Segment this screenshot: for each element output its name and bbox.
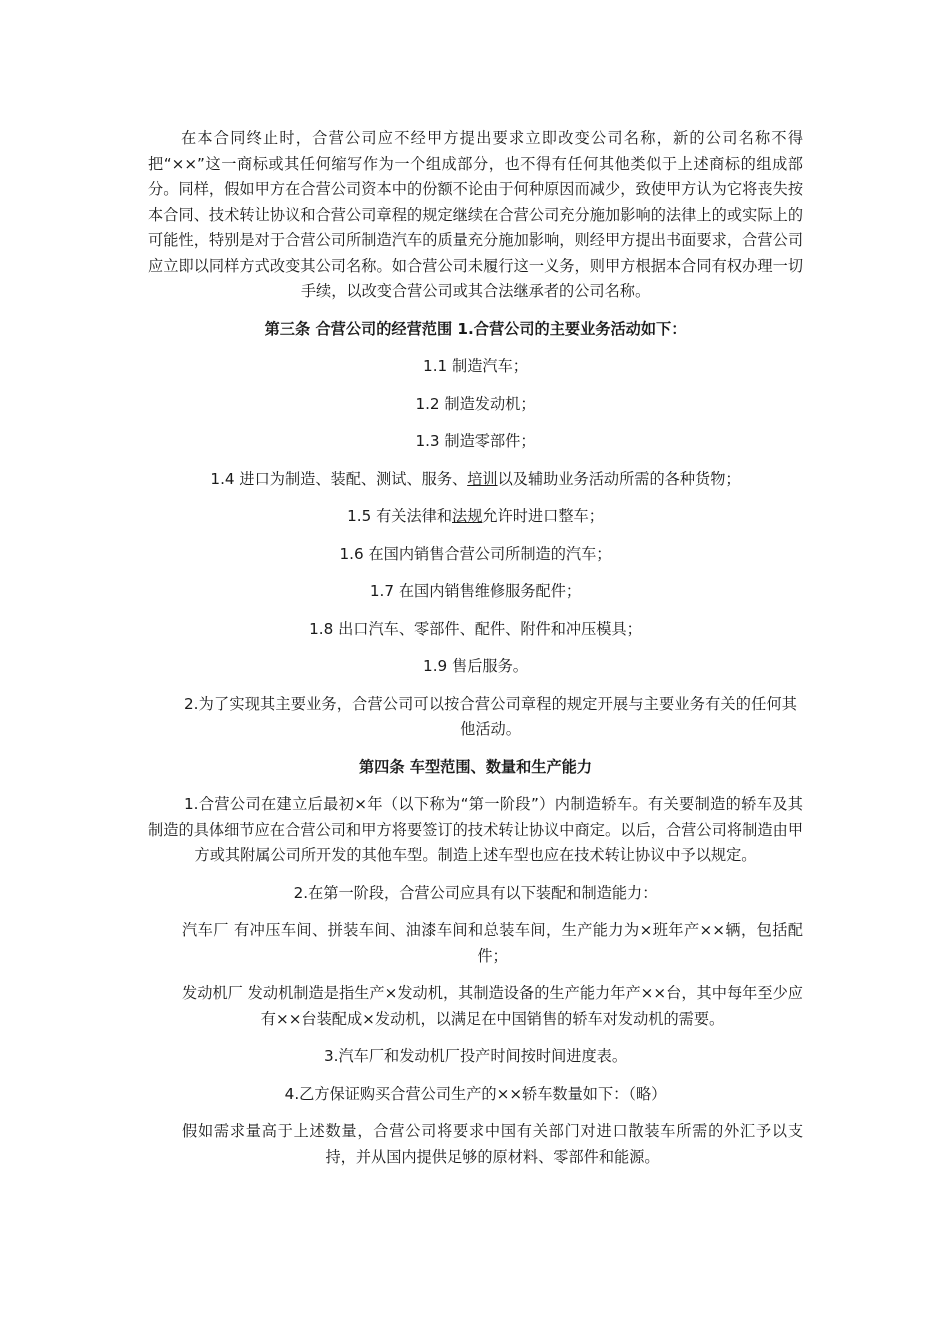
article-4-paragraph-2: 2.在第一阶段，合营公司应具有以下装配和制造能力： bbox=[293, 883, 658, 902]
item-1-4-text-a: 1.4 进口为制造、装配、测试、服务、 bbox=[210, 469, 468, 488]
item-1-7: 1.7 在国内销售维修服务配件； bbox=[369, 582, 582, 600]
article-3-paragraph-2: 2.为了实现其主要业务，合营公司可以按合营公司章程的规定开展与主要业务有关的任何其他活动。 bbox=[184, 694, 797, 738]
item-1-6: 1.6 在国内销售合营公司所制造的汽车； bbox=[339, 544, 612, 563]
training-link[interactable]: 培训 bbox=[467, 469, 498, 488]
engine-plant-paragraph: 发动机厂 发动机制造是指生产×发动机，其制造设备的生产能力年产××台，其中每年至少应有××台装配成×发动机，以满足在中国销售的轿车对发动机的需要。 bbox=[182, 984, 803, 1028]
item-1-3: 1.3 制造零部件； bbox=[415, 432, 536, 450]
article-4-paragraph-5: 假如需求量高于上述数量，合营公司将要求中国有关部门对进口散装车所需的外汇予以支持，并从国内提供足够的原材料、零部件和能源。 bbox=[182, 1122, 803, 1166]
article-4-heading: 第四条 车型范围、数量和生产能力 bbox=[358, 757, 593, 776]
item-1-4-text-b: 以及辅助业务活动所需的各种货物； bbox=[497, 469, 741, 488]
article-4-paragraph-3: 3.汽车厂和发动机厂投产时间按时间进度表。 bbox=[323, 1047, 628, 1065]
intro-paragraph: 在本合同终止时，合营公司应不经甲方提出要求立即改变公司名称，新的公司名称不得把“××”这一商标或其任何缩写作为一个组成部分，也不得有任何其他类似于上述商标的组成部分。同样，假如甲方在合营公司资本中的份额不论由于何种原因而减少，致使甲方认为它将丧失按本合同、技术转让协议和合营公司章程的规定继续在合营公司充分施加影响的法律上的或实际上的可能性，特别是对于合营公司所制造汽车的质量充分施加影响，则经甲方提出书面要求，合营公司应立即以同样方式改变其公司名称。如合营公司未履行这一义务，则甲方根据本合同有权办理一切手续，以改变合营公司或其合法继承者的公司名称。 bbox=[148, 129, 803, 300]
item-1-5 bbox=[148, 504, 803, 530]
item-1-5-text-b: 允许时进口整车； bbox=[482, 507, 604, 525]
article-4-paragraph-1: 1.合营公司在建立后最初×年（以下称为“第一阶段”）内制造轿车。有关要制造的轿车及其制造的具体细节应在合营公司和甲方将要签订的技术转让协议中商定。以后，合营公司将制造由甲方或其附属公司所开发的其他车型。制造上述车型也应在技术转让协议中予以规定。 bbox=[148, 795, 803, 864]
article-3-heading: 第三条 合营公司的经营范围 1.合营公司的主要业务活动如下： bbox=[264, 319, 687, 338]
item-1-2: 1.2 制造发动机； bbox=[415, 394, 536, 413]
article-4-paragraph-4: 4.乙方保证购买合营公司生产的××轿车数量如下：（略） bbox=[284, 1084, 667, 1103]
item-1-4 bbox=[148, 467, 803, 493]
item-1-5-text-a: 1.5 有关法律和 bbox=[347, 507, 453, 525]
item-1-1: 1.1 制造汽车； bbox=[423, 357, 528, 375]
item-1-9: 1.9 售后服务。 bbox=[423, 657, 528, 675]
regulations-link[interactable]: 法规 bbox=[452, 507, 483, 525]
item-1-8: 1.8 出口汽车、零部件、配件、附件和冲压模具； bbox=[309, 619, 642, 638]
car-plant-paragraph: 汽车厂 有冲压车间、拼装车间、油漆车间和总装车间，生产能力为×班年产××辆，包括配件； bbox=[182, 921, 803, 965]
document-page bbox=[148, 126, 803, 1182]
